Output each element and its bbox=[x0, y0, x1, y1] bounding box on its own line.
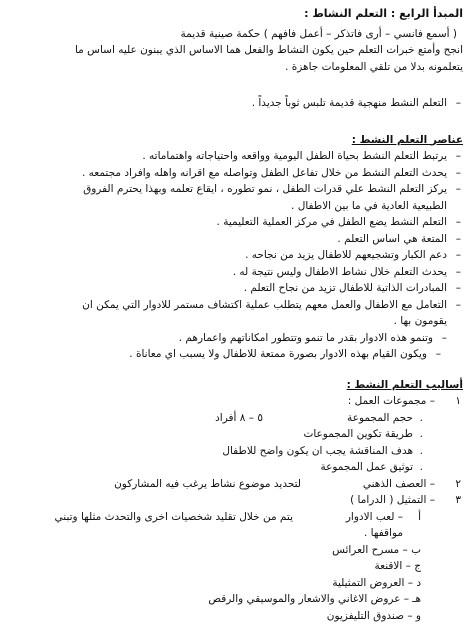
sub-item-label: هدف المناقشة يجب ان يكون واضح للاطفال bbox=[222, 443, 413, 460]
list-item bbox=[10, 181, 463, 198]
sub-item-label: و – صندوق التليفزيون bbox=[327, 608, 421, 624]
puppet-theater-row bbox=[10, 542, 463, 559]
sub-bullet: . bbox=[420, 443, 423, 460]
dash-bullet: – bbox=[456, 280, 461, 297]
intro-line-1: انجح وأمتع خبرات التعلم حين يكون النشاط والفعل هما الاساس الذي يبنون عليه اساس ما bbox=[10, 42, 463, 59]
masks-row bbox=[10, 558, 463, 575]
list-item bbox=[10, 264, 463, 281]
list-item-text: يركز التعلم النشط علي قدرات الطفل ، نمو تطوره ، ايقاع تعلمه وبهذا يحترم الفروق bbox=[83, 183, 447, 195]
dash-note bbox=[10, 95, 463, 112]
list-item bbox=[10, 148, 463, 165]
tv-box-row bbox=[10, 608, 463, 624]
sub-item-label: توثيق عمل المجموعة bbox=[320, 459, 413, 476]
group-size-value: ٥ – ٨ أفراد bbox=[215, 410, 263, 427]
chinese-proverb: ( أسمع فانسي – أرى فاتذكر – أعمل فافهم ) حكمة صينية قديمة bbox=[10, 26, 463, 43]
list-item-text: يقومون بها . bbox=[394, 315, 447, 327]
list-item-text: دعم الكبار وتشجيعهم للاطفال يزيد من نجاحه . bbox=[245, 249, 447, 261]
dash-bullet: – bbox=[456, 214, 461, 231]
list-item-text: ويكون القيام بهذه الادوار بصورة ممتعة للاطفال ولا يسبب اي معاناة . bbox=[129, 348, 427, 360]
method-1-row bbox=[10, 393, 463, 410]
list-item bbox=[10, 231, 463, 248]
sub-bullet: . bbox=[420, 410, 423, 427]
intro-line-2: يتعلمونه بدلا من تلقي المعلومات جاهزة . bbox=[10, 59, 463, 76]
sub-bullet: . bbox=[420, 459, 423, 476]
role-play-row bbox=[10, 509, 463, 526]
list-item-text: يرتبط التعلم النشط بحياة الطفل اليومية وواقعه واحتياجاته واهتماماته . bbox=[142, 150, 447, 162]
sub-item-label: – لعب الادوار bbox=[346, 509, 403, 526]
dash-bullet: – bbox=[456, 264, 461, 281]
group-size-row bbox=[10, 410, 463, 427]
list-item bbox=[10, 247, 463, 264]
dash-bullet: – bbox=[456, 148, 461, 165]
methods-heading: أساليب التعلم النشط : bbox=[10, 377, 463, 394]
list-item-text: التعلم النشط يضع الطفل في مركز العملية التعليمية . bbox=[217, 216, 447, 228]
dash-bullet: – bbox=[456, 297, 461, 314]
dash-bullet: – bbox=[456, 247, 461, 264]
sub-item-label: ب – مسرح العرائس bbox=[332, 542, 421, 559]
method-number: ٣ bbox=[455, 492, 461, 509]
list-item bbox=[10, 346, 463, 363]
list-item bbox=[10, 214, 463, 231]
dash-note-list bbox=[10, 95, 463, 112]
sub-bullet: . bbox=[420, 426, 423, 443]
role-play-continuation bbox=[10, 525, 463, 542]
method-label: – مجموعات العمل : bbox=[348, 393, 435, 410]
sub-item-label: حجم المجموعة bbox=[347, 410, 413, 427]
songs-poetry-row bbox=[10, 591, 463, 608]
sub-item-label: ج – الاقنعة bbox=[375, 558, 422, 575]
method-label: – التمثيل ( الدراما ) bbox=[350, 492, 435, 509]
elements-heading: عناصر التعلم النشط : bbox=[10, 132, 463, 149]
dash-bullet: – bbox=[456, 181, 461, 198]
list-item-text: يحدث التعلم خلال نشاط الاطفال وليس نتيجة له . bbox=[233, 266, 447, 278]
list-item-text: يحدث التعلم النشط من خلال تفاعل الطفل وتواصله مع اقرانه واهله وافراد مجتمعه . bbox=[82, 167, 447, 179]
list-item-text: المتعة هي اساس التعلم . bbox=[337, 233, 447, 245]
list-item bbox=[10, 297, 463, 314]
list-item-continuation bbox=[10, 313, 463, 330]
method-2-row bbox=[10, 476, 463, 493]
dash-note-text: التعلم النشط منهجية قديمة تلبس ثوباً جديداً . bbox=[252, 97, 447, 109]
dash-bullet: – bbox=[436, 346, 441, 363]
group-goal-row bbox=[10, 443, 463, 460]
sub-letter: أ bbox=[418, 509, 421, 526]
dash-bullet: – bbox=[456, 231, 461, 248]
list-item-text: الطبيعية العادية في ما بين الاطفال . bbox=[291, 200, 447, 212]
list-item-text: التعامل مع الاطفال والعمل معهم يتطلب عملية اكتشاف مستمر للادوار التي يمكن ان bbox=[82, 299, 447, 311]
list-item bbox=[10, 280, 463, 297]
dash-bullet: – bbox=[456, 165, 461, 182]
dash-bullet: – bbox=[442, 330, 447, 347]
sub-item-label: د – العروض التمثيلية bbox=[332, 575, 421, 592]
sub-item-continuation: مواقفها . bbox=[364, 525, 403, 542]
list-item-text: وتنمو هذه الادوار بقدر ما تنمو وتتطور امكاناتهم واعمارهم . bbox=[179, 332, 433, 344]
elements-list bbox=[10, 148, 463, 363]
sub-item-label: طريقة تكوين المجموعات bbox=[303, 426, 413, 443]
dash-bullet: – bbox=[456, 95, 461, 112]
list-item bbox=[10, 165, 463, 182]
method-3-row bbox=[10, 492, 463, 509]
method-label: – العصف الذهني bbox=[363, 476, 435, 493]
group-doc-row bbox=[10, 459, 463, 476]
method-number: ٢ bbox=[455, 476, 461, 493]
group-formation-row bbox=[10, 426, 463, 443]
principle-title: المبدأ الرابع : التعلم النشاط : bbox=[10, 6, 463, 23]
role-play-description: يتم من خلال تقليد شخصيات اخرى والتحدث مثلها وتبني bbox=[55, 509, 293, 526]
list-item-continuation bbox=[10, 198, 463, 215]
list-item-text: المبادرات الذاتية للاطفال تزيد من نجاح التعلم . bbox=[244, 282, 447, 294]
sub-item-label: هـ – عروض الاغاني والاشعار والموسيقي والرقص bbox=[208, 591, 421, 608]
list-item bbox=[10, 330, 463, 347]
method-number: ١ bbox=[455, 393, 461, 410]
method-description: لتحديد موضوع نشاط يرغب فيه المشاركون bbox=[114, 476, 301, 493]
acting-shows-row bbox=[10, 575, 463, 592]
